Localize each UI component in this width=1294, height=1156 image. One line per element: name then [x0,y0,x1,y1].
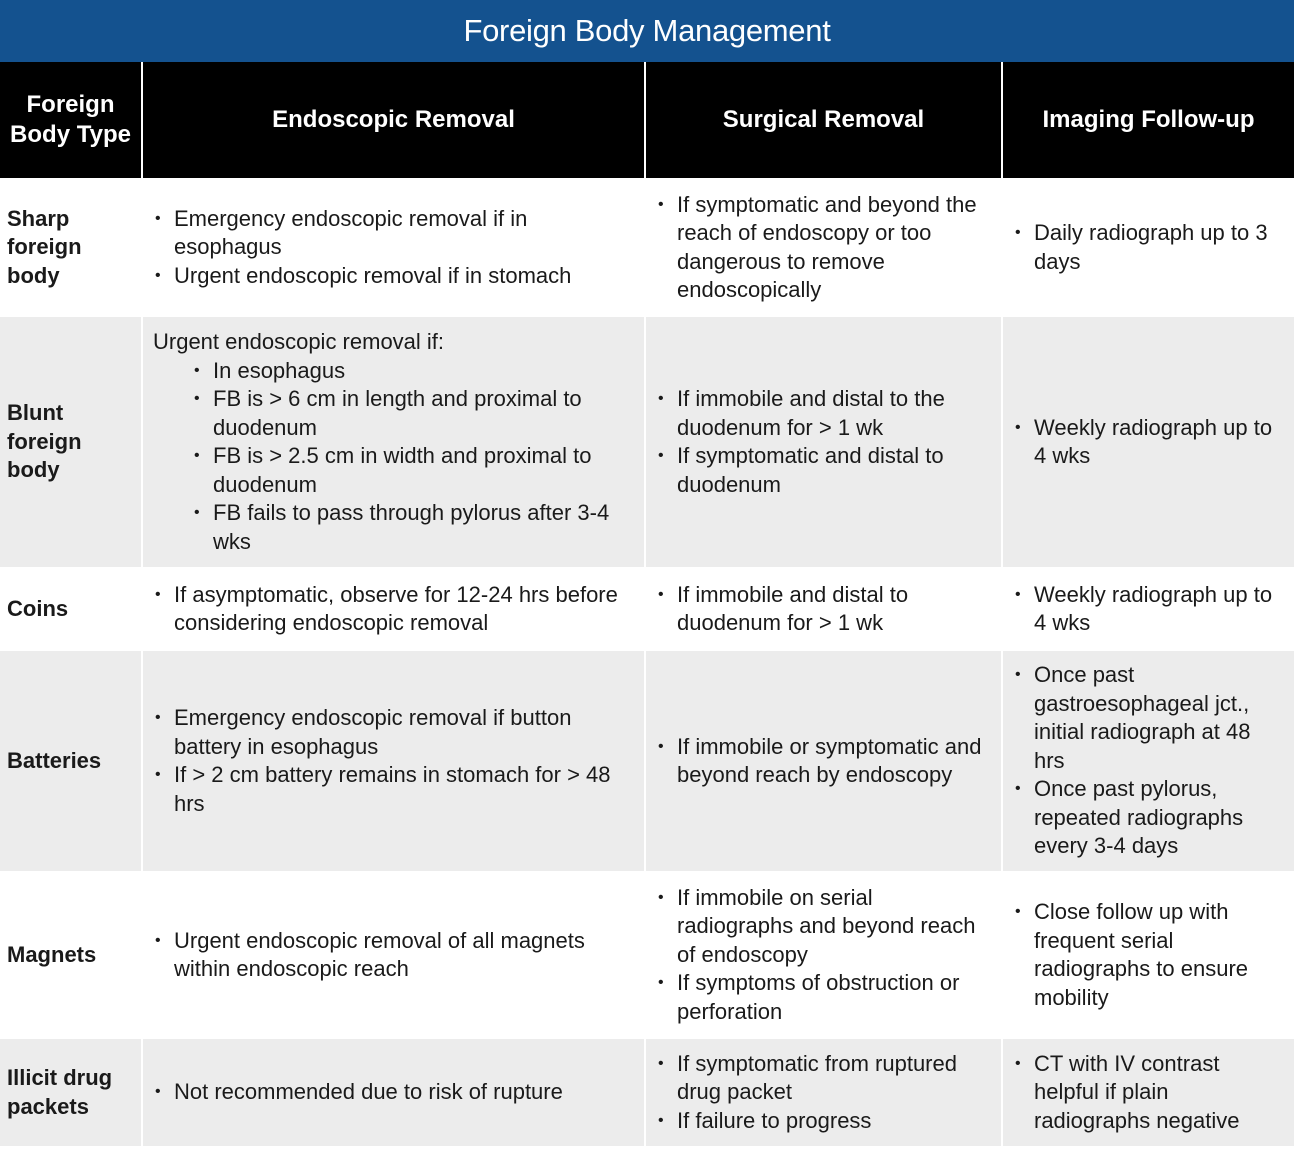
list-item: • Once past gastroesophageal jct., initial radiograph at 48 hrs [1013,661,1284,775]
list-item: • Weekly radiograph up to 4 wks [1013,414,1284,471]
endoscopic-cell [142,178,645,317]
header-endoscopic-removal: Endoscopic Removal [142,62,645,178]
list-item: • If symptomatic from ruptured drug packet [656,1050,991,1107]
surgical-cell [645,178,1002,317]
foreign-body-table [0,62,1294,1146]
list-item: • Emergency endoscopic removal if button battery in esophagus [153,704,634,761]
list-item: • CT with IV contrast helpful if plain radiographs negative [1013,1050,1284,1136]
imaging-cell [1002,567,1294,651]
list-item: • If > 2 cm battery remains in stomach for > 48 hrs [153,761,634,818]
imaging-cell [1002,178,1294,317]
list-item: • Urgent endoscopic removal of all magnets within endoscopic reach [153,927,634,984]
endoscopic-cell [142,871,645,1039]
surgical-cell [645,871,1002,1039]
list-item: • Not recommended due to risk of rupture [153,1078,634,1107]
endoscopic-cell [142,1039,645,1146]
type-cell: Magnets [0,871,142,1039]
list-item: • In esophagus [192,357,634,386]
type-cell: Blunt foreign body [0,317,142,567]
surgical-cell [645,567,1002,651]
header-imaging-follow-up: Imaging Follow-up [1002,62,1294,178]
table-row [0,317,1294,567]
list-item: • Once past pylorus, repeated radiographs every 3-4 days [1013,775,1284,861]
type-cell: Sharp foreign body [0,178,142,317]
list-item: • If symptomatic and beyond the reach of endoscopy or too dangerous to remove endoscopically [656,191,991,305]
endoscopic-intro: Urgent endoscopic removal if: [153,329,445,354]
type-cell: Batteries [0,651,142,871]
table-row [0,178,1294,317]
header-row [0,62,1294,178]
list-item: • If immobile or symptomatic and beyond reach by endoscopy [656,733,991,790]
imaging-cell [1002,1039,1294,1146]
list-item: • If immobile and distal to the duodenum for > 1 wk [656,385,991,442]
imaging-cell [1002,317,1294,567]
header-foreign-body-type: Foreign Body Type [0,62,142,178]
list-item: • FB is > 6 cm in length and proximal to duodenum [192,385,634,442]
surgical-cell [645,1039,1002,1146]
list-item: • If failure to progress [656,1107,991,1136]
header-surgical-removal: Surgical Removal [645,62,1002,178]
list-item: • If symptomatic and distal to duodenum [656,442,991,499]
list-item: • If asymptomatic, observe for 12-24 hrs before considering endoscopic removal [153,581,634,638]
table-title: Foreign Body Management [0,0,1294,62]
list-item: • Close follow up with frequent serial radiographs to ensure mobility [1013,898,1284,1012]
list-item: • FB is > 2.5 cm in width and proximal to duodenum [192,442,634,499]
type-cell: Illicit drug packets [0,1039,142,1146]
list-item: • Daily radiograph up to 3 days [1013,219,1284,276]
imaging-cell [1002,651,1294,871]
surgical-cell [645,317,1002,567]
list-item: • Weekly radiograph up to 4 wks [1013,581,1284,638]
surgical-cell [645,651,1002,871]
list-item: • Urgent endoscopic removal if in stomach [153,262,634,291]
table-row [0,567,1294,651]
endoscopic-cell [142,317,645,567]
endoscopic-cell [142,567,645,651]
endoscopic-cell [142,651,645,871]
list-item: • If symptoms of obstruction or perforation [656,969,991,1026]
imaging-cell [1002,871,1294,1039]
list-item: • If immobile on serial radiographs and beyond reach of endoscopy [656,884,991,970]
list-item: • Emergency endoscopic removal if in esophagus [153,205,634,262]
list-item: • FB fails to pass through pylorus after 3-4 wks [192,499,634,556]
table-row [0,871,1294,1039]
list-item: • If immobile and distal to duodenum for > 1 wk [656,581,991,638]
table-row [0,651,1294,871]
type-cell: Coins [0,567,142,651]
table-row [0,1039,1294,1146]
